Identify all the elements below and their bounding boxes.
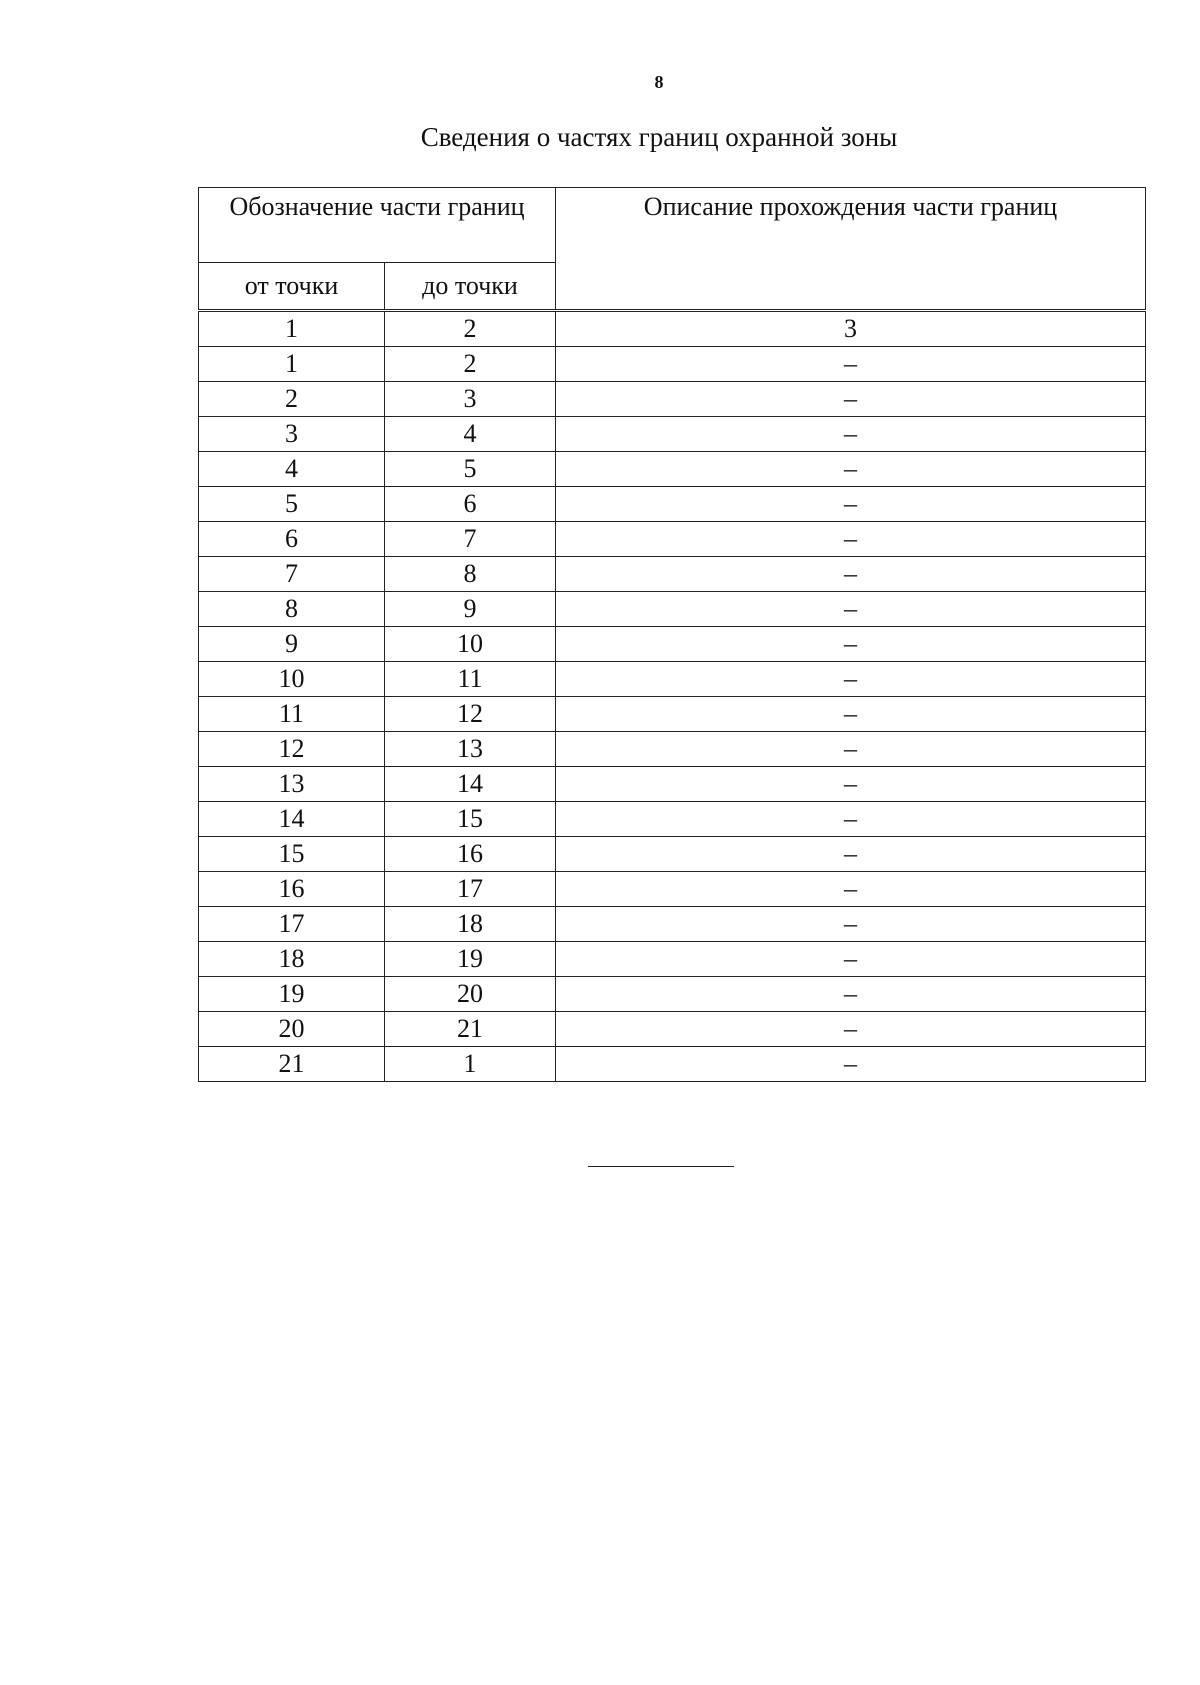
header-description: Описание прохождения части границ <box>556 188 1146 311</box>
description-cell: – <box>556 802 1146 837</box>
page-number: 8 <box>654 72 664 92</box>
table-row <box>199 697 1146 732</box>
table-row <box>199 522 1146 557</box>
to-point-cell: 9 <box>385 592 556 627</box>
from-point-cell: 17 <box>199 907 385 942</box>
table-row <box>199 802 1146 837</box>
to-point-cell: 3 <box>385 382 556 417</box>
description-cell: – <box>556 837 1146 872</box>
from-point-cell: 14 <box>199 802 385 837</box>
document-title: Сведения о частях границ охранной зоны <box>420 122 898 152</box>
header-designation: Обозначение части границ <box>199 188 556 263</box>
from-point-cell: 4 <box>199 452 385 487</box>
to-point-cell: 19 <box>385 942 556 977</box>
table-row <box>199 662 1146 697</box>
table-row <box>199 452 1146 487</box>
from-point-cell: 18 <box>199 942 385 977</box>
description-cell: – <box>556 592 1146 627</box>
to-point-cell: 16 <box>385 837 556 872</box>
table-row <box>199 417 1146 452</box>
from-point-cell: 12 <box>199 732 385 767</box>
to-point-cell: 8 <box>385 557 556 592</box>
from-point-cell: 7 <box>199 557 385 592</box>
to-point-cell: 13 <box>385 732 556 767</box>
table-row <box>199 592 1146 627</box>
description-cell: – <box>556 662 1146 697</box>
column-number-cell: 2 <box>385 311 556 347</box>
to-point-cell: 20 <box>385 977 556 1012</box>
to-point-cell: 21 <box>385 1012 556 1047</box>
end-of-document-rule <box>588 1166 734 1167</box>
table-row <box>199 872 1146 907</box>
header-to-point: до точки <box>385 263 556 311</box>
to-point-cell: 1 <box>385 1047 556 1082</box>
description-cell: – <box>556 627 1146 662</box>
table-row <box>199 557 1146 592</box>
to-point-cell: 12 <box>385 697 556 732</box>
table-row <box>199 732 1146 767</box>
description-cell: – <box>556 732 1146 767</box>
description-cell: – <box>556 347 1146 382</box>
description-cell: – <box>556 417 1146 452</box>
description-cell: – <box>556 1012 1146 1047</box>
table-row <box>199 487 1146 522</box>
from-point-cell: 21 <box>199 1047 385 1082</box>
from-point-cell: 6 <box>199 522 385 557</box>
from-point-cell: 20 <box>199 1012 385 1047</box>
description-cell: – <box>556 697 1146 732</box>
from-point-cell: 15 <box>199 837 385 872</box>
to-point-cell: 4 <box>385 417 556 452</box>
table-row <box>199 977 1146 1012</box>
table-row <box>199 347 1146 382</box>
table-row <box>199 627 1146 662</box>
description-cell: – <box>556 487 1146 522</box>
description-cell: – <box>556 1047 1146 1082</box>
table-row <box>199 1047 1146 1082</box>
description-cell: – <box>556 767 1146 802</box>
column-number-row <box>199 311 1146 347</box>
table-row <box>199 767 1146 802</box>
table-row <box>199 382 1146 417</box>
to-point-cell: 14 <box>385 767 556 802</box>
from-point-cell: 11 <box>199 697 385 732</box>
description-cell: – <box>556 907 1146 942</box>
from-point-cell: 19 <box>199 977 385 1012</box>
from-point-cell: 16 <box>199 872 385 907</box>
from-point-cell: 13 <box>199 767 385 802</box>
description-cell: – <box>556 872 1146 907</box>
header-from-point: от точки <box>199 263 385 311</box>
description-cell: – <box>556 382 1146 417</box>
boundary-parts-table <box>198 187 1146 1082</box>
table-row <box>199 942 1146 977</box>
description-cell: – <box>556 977 1146 1012</box>
from-point-cell: 10 <box>199 662 385 697</box>
column-number-cell: 1 <box>199 311 385 347</box>
to-point-cell: 2 <box>385 347 556 382</box>
table-row <box>199 837 1146 872</box>
from-point-cell: 5 <box>199 487 385 522</box>
from-point-cell: 1 <box>199 347 385 382</box>
description-cell: – <box>556 522 1146 557</box>
table-row <box>199 907 1146 942</box>
description-cell: – <box>556 942 1146 977</box>
from-point-cell: 3 <box>199 417 385 452</box>
description-cell: – <box>556 452 1146 487</box>
to-point-cell: 7 <box>385 522 556 557</box>
from-point-cell: 8 <box>199 592 385 627</box>
to-point-cell: 17 <box>385 872 556 907</box>
from-point-cell: 2 <box>199 382 385 417</box>
table-row <box>199 1012 1146 1047</box>
to-point-cell: 5 <box>385 452 556 487</box>
to-point-cell: 11 <box>385 662 556 697</box>
to-point-cell: 18 <box>385 907 556 942</box>
from-point-cell: 9 <box>199 627 385 662</box>
to-point-cell: 15 <box>385 802 556 837</box>
to-point-cell: 6 <box>385 487 556 522</box>
column-number-cell: 3 <box>556 311 1146 347</box>
to-point-cell: 10 <box>385 627 556 662</box>
description-cell: – <box>556 557 1146 592</box>
